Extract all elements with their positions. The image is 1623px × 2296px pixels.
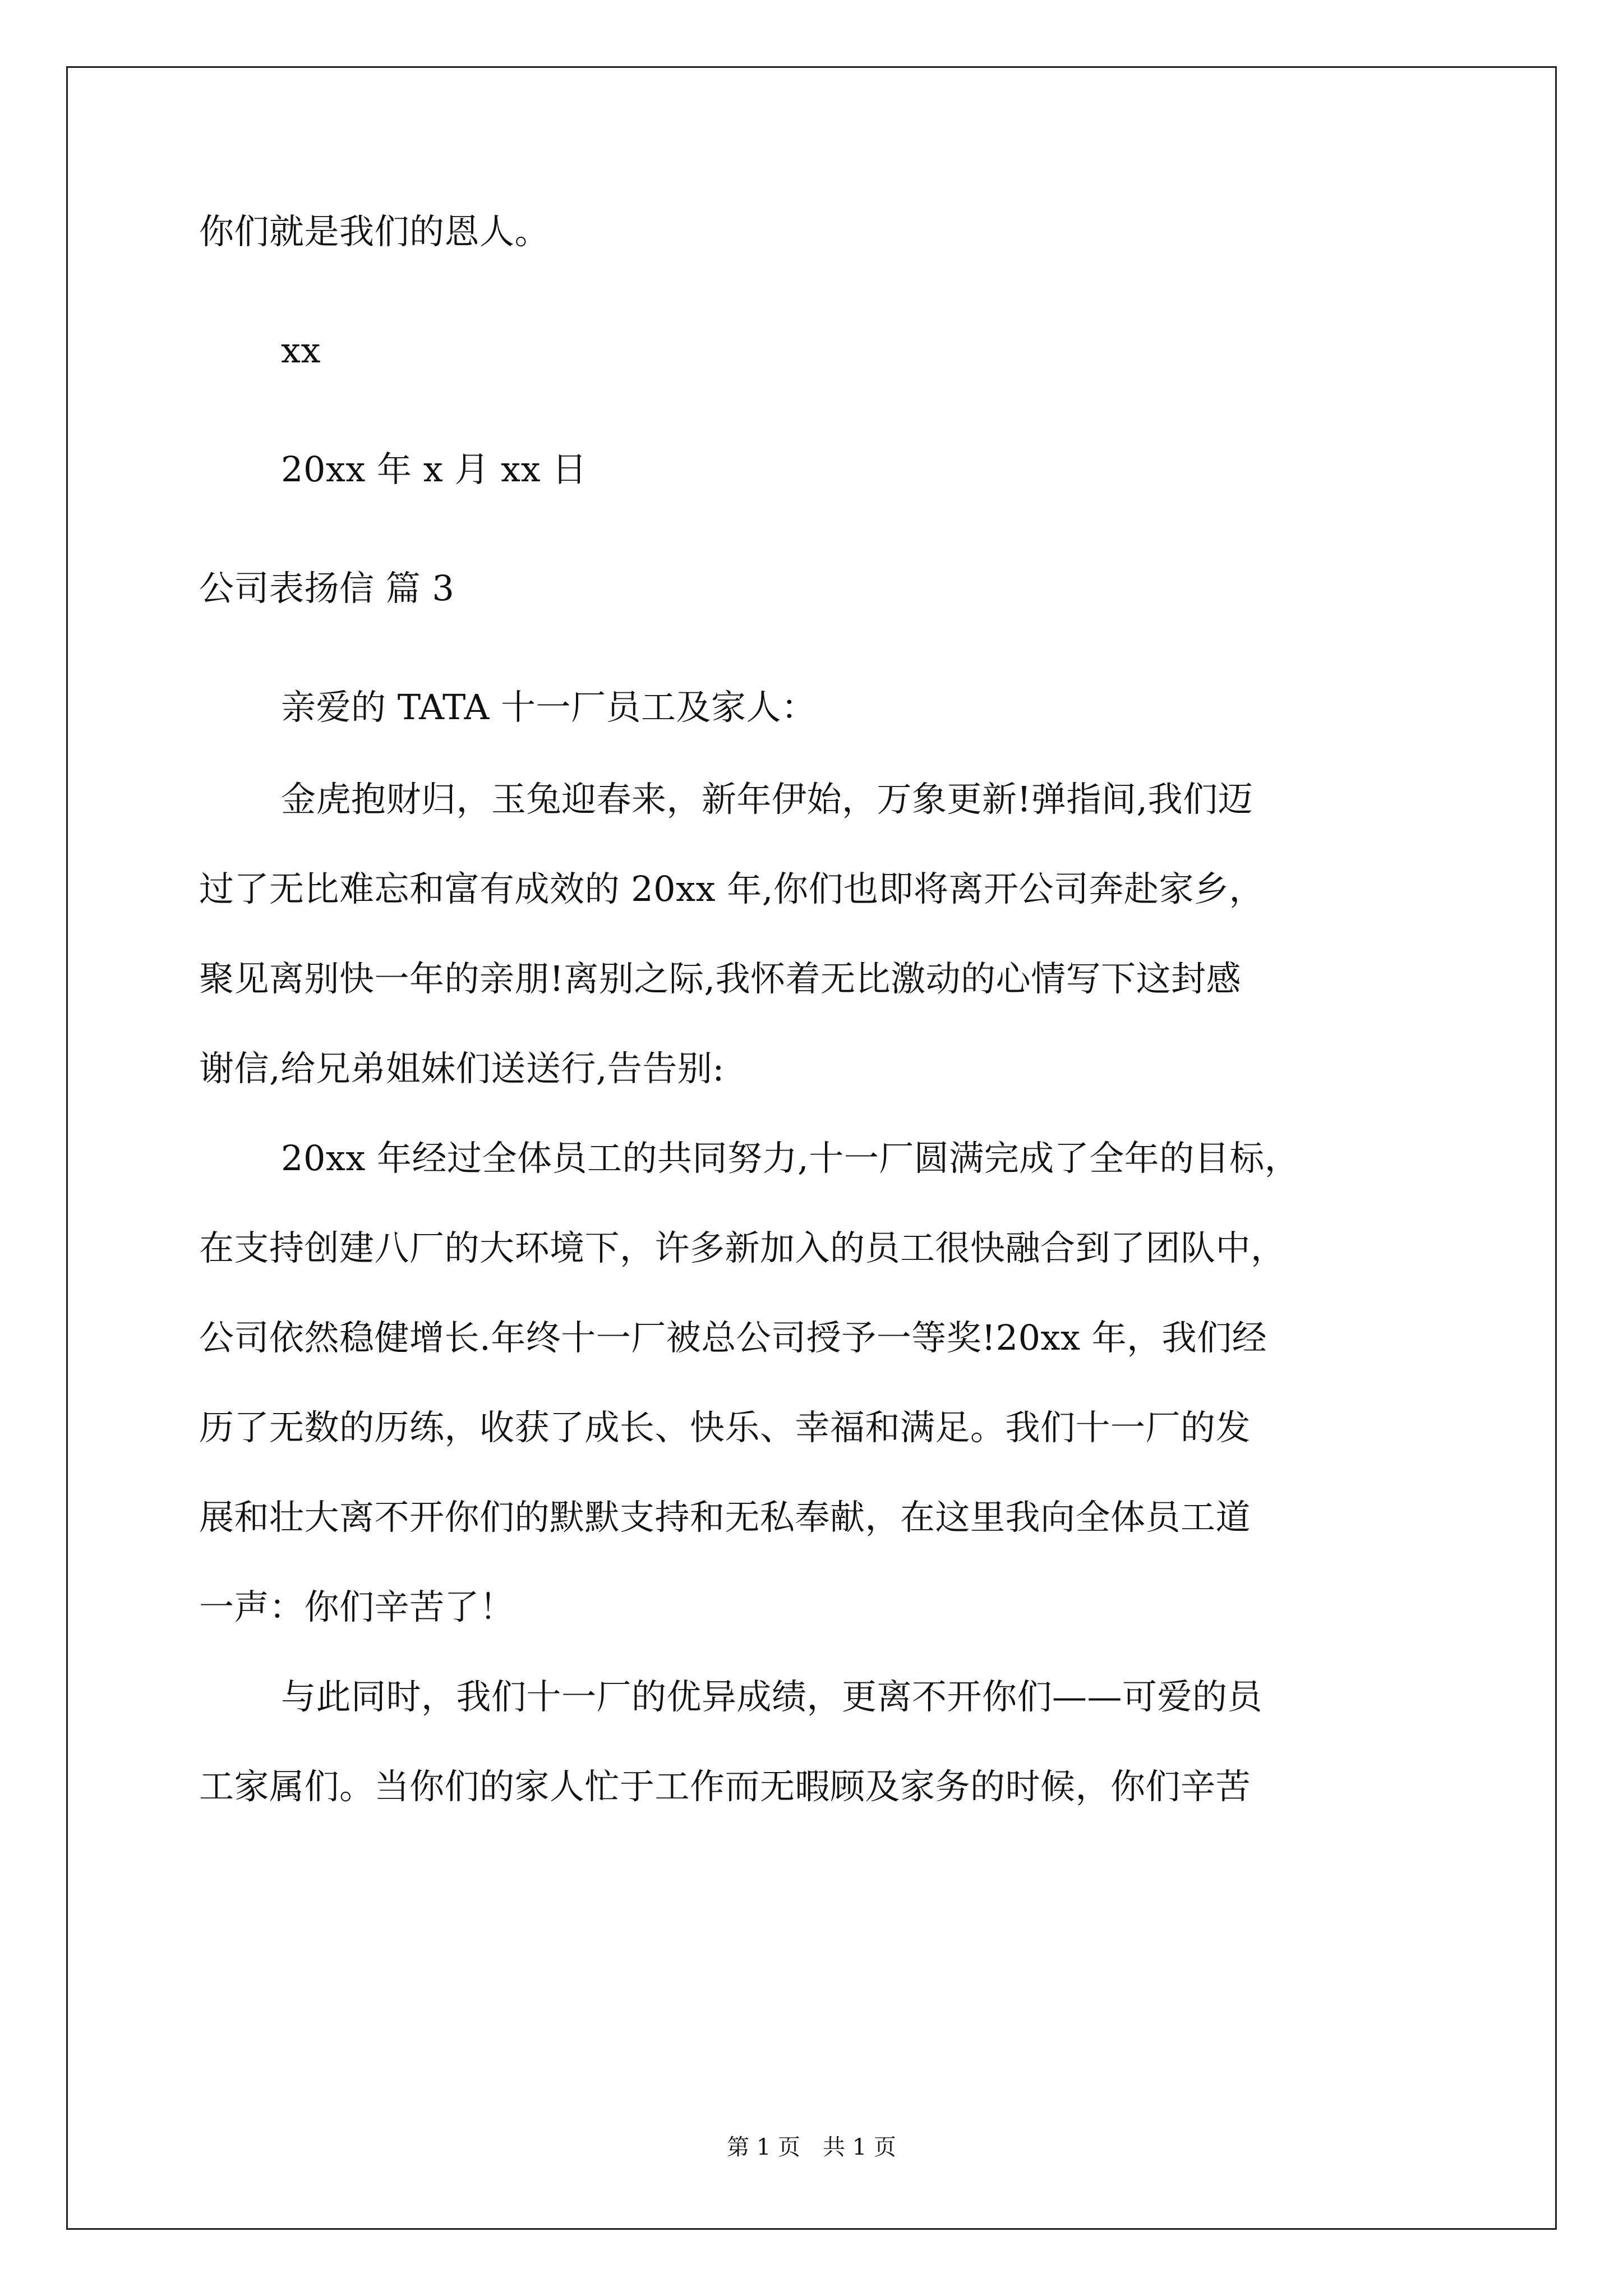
text-line: 工家属们。当你们的家人忙于工作而无暇顾及家务的时候，你们辛苦 [199, 1766, 1251, 1807]
text-line: 与此同时，我们十一厂的优异成绩，更离不开你们——可爱的员 [281, 1676, 1263, 1717]
text-line: 过了无比难忘和富有成效的 20xx 年,你们也即将离开公司奔赴家乡， [199, 868, 1264, 909]
text-line: 在支持创建八厂的大环境下，许多新加入的员工很快融合到了团队中， [199, 1227, 1286, 1268]
salutation: 亲爱的 TATA 十一厂员工及家人： [281, 687, 817, 728]
signature-date: 20xx 年 x 月 xx 日 [281, 449, 587, 490]
text-line: 谢信,给兄弟姐妹们送送行,告告别: [199, 1048, 725, 1089]
text-line: 展和壮大离不开你们的默默支持和无私奉献，在这里我向全体员工道 [199, 1497, 1251, 1538]
text-line: 你们就是我们的恩人。 [199, 211, 550, 252]
page-footer: 第 1 页 共 1 页 [727, 2134, 896, 2160]
text-line: 历了无数的历练，收获了成长、快乐、幸福和满足。我们十一厂的发 [199, 1407, 1251, 1448]
section-heading: 公司表扬信 篇 3 [199, 568, 455, 609]
text-line: 聚见离别快一年的亲朋!离别之际,我怀着无比激动的心情写下这封感 [199, 958, 1242, 999]
text-line: 20xx 年经过全体员工的共同努力,十一厂圆满完成了全年的目标， [281, 1138, 1300, 1179]
signature-name: xx [281, 330, 321, 371]
text-line: 一声：你们辛苦了！ [199, 1586, 515, 1627]
text-line: 金虎抱财归，玉兔迎春来，新年伊始，万象更新!弹指间,我们迈 [281, 779, 1253, 820]
text-line: 公司依然稳健增长.年终十一厂被总公司授予一等奖!20xx 年，我们经 [199, 1317, 1267, 1358]
